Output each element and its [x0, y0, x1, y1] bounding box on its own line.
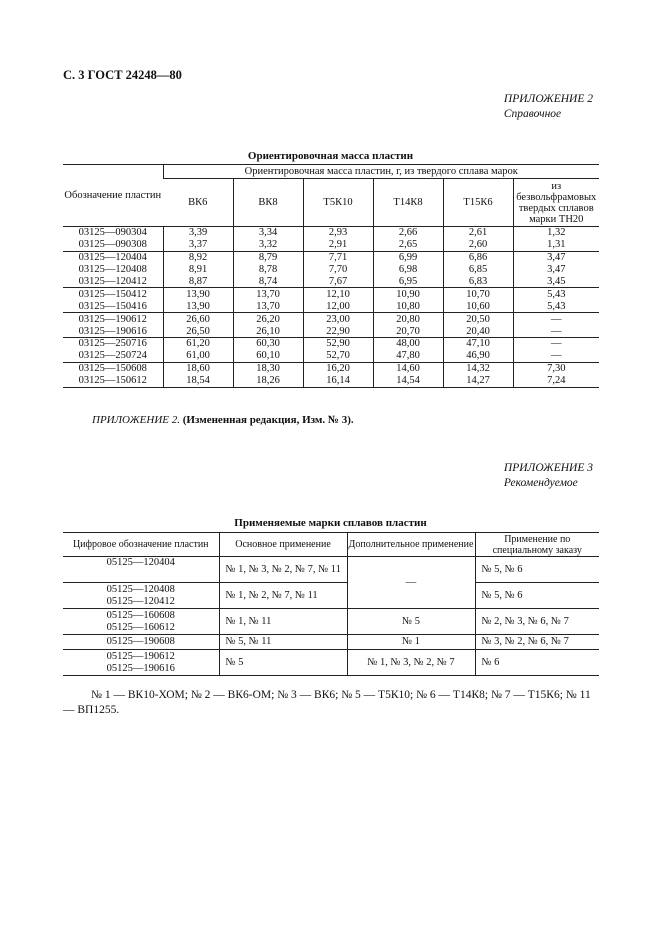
- plate-mass-value: 13,90: [163, 288, 233, 300]
- t2-main: № 1, № 3, № 2, № 7, № 11: [219, 557, 347, 583]
- plate-mass-value: 3,45: [513, 276, 599, 288]
- plate-designation: 03125—150412: [63, 288, 163, 300]
- plate-mass-value: 8,92: [163, 251, 233, 263]
- plate-mass-value: 61,20: [163, 338, 233, 350]
- plate-mass-value: 13,90: [163, 300, 233, 312]
- plate-mass-value: 18,54: [163, 375, 233, 387]
- plate-mass-value: 61,00: [163, 350, 233, 362]
- col-header-alloy: Т14К8: [373, 179, 443, 227]
- plate-mass-value: 12,10: [303, 288, 373, 300]
- t2-main: № 1, № 11: [219, 609, 347, 635]
- col-header-alloy: из безвольфрамовых твердых сплавов марки ТН20: [513, 179, 599, 227]
- plate-designation: 03125—120412: [78, 276, 147, 287]
- plate-mass-value: 14,27: [443, 375, 513, 387]
- table-row: [63, 557, 599, 583]
- table-1-caption: Ориентировочная масса пластин: [247, 150, 414, 162]
- t2-code: [63, 609, 219, 635]
- plate-mass-value: 1,32: [513, 227, 599, 239]
- plate-mass-value: 23,00: [303, 313, 373, 325]
- plate-mass-value: 13,70: [233, 288, 303, 300]
- plate-mass-table: [63, 164, 599, 388]
- plate-mass-value: 16,14: [303, 375, 373, 387]
- plate-mass-value: 3,37: [163, 239, 233, 251]
- annex-2-change-note: [92, 414, 354, 426]
- col-header-alloy: ВК8: [233, 179, 303, 227]
- t2-special: № 2, № 3, № 6, № 7: [475, 609, 599, 635]
- table-row: [63, 313, 599, 325]
- table-row: [63, 635, 599, 650]
- plate-mass-value: 2,66: [373, 227, 443, 239]
- t2-header-main: Основное применение: [219, 533, 347, 557]
- plate-mass-value: 14,54: [373, 375, 443, 387]
- plate-mass-value: 2,65: [373, 239, 443, 251]
- t2-code-b: 05125—160612: [106, 621, 175, 633]
- plate-mass-value: 26,60: [163, 313, 233, 325]
- t2-header-code: Цифровое обозначение пластин: [63, 533, 219, 557]
- t2-code-a: 05125—120408: [106, 584, 175, 595]
- t2-code: 05125—120404: [63, 557, 219, 583]
- table-row: [63, 362, 599, 374]
- col-header-alloy: Т5К10: [303, 179, 373, 227]
- t2-header-special: Применение по специальному заказу: [475, 533, 599, 557]
- plate-mass-value: 20,40: [443, 325, 513, 337]
- annex-3-title: ПРИЛОЖЕНИЕ 3: [503, 462, 593, 474]
- plate-mass-value: 2,93: [303, 227, 373, 239]
- plate-mass-value: —: [513, 325, 599, 337]
- plate-mass-value: 47,80: [373, 350, 443, 362]
- t2-special: № 6: [475, 650, 599, 676]
- plate-mass-value: 7,70: [303, 264, 373, 276]
- plate-mass-value: 10,80: [373, 300, 443, 312]
- plate-mass-value: 7,71: [303, 251, 373, 263]
- plate-designation: 03125—250716: [63, 338, 163, 350]
- plate-mass-value: 20,50: [443, 313, 513, 325]
- plate-mass-value: 8,87: [163, 276, 233, 288]
- table-row: [63, 227, 599, 239]
- alloy-grades-table: [63, 532, 599, 676]
- change-note-text: (Измененная редакция, Изм. № 3).: [182, 414, 354, 426]
- plate-mass-value: 12,00: [303, 300, 373, 312]
- plate-mass-value: 18,60: [163, 362, 233, 374]
- t2-code-a: 05125—160608: [106, 610, 175, 621]
- table-row: [63, 583, 599, 609]
- plate-mass-value: 8,78: [233, 264, 303, 276]
- plate-mass-value: 8,91: [163, 264, 233, 276]
- table-row: [63, 264, 599, 276]
- plate-mass-value: 2,61: [443, 227, 513, 239]
- plate-mass-value: 52,90: [303, 338, 373, 350]
- plate-mass-value: 7,30: [513, 362, 599, 374]
- t2-code-b: 05125—120412: [106, 595, 175, 607]
- plate-mass-value: 20,80: [373, 313, 443, 325]
- plate-designation: 03125—150608: [63, 362, 163, 374]
- plate-mass-value: 2,60: [443, 239, 513, 251]
- plate-mass-value: 7,67: [303, 276, 373, 288]
- plate-designation: 03125—120404: [63, 251, 163, 263]
- plate-mass-value: 10,60: [443, 300, 513, 312]
- plate-mass-value: 20,70: [373, 325, 443, 337]
- plate-mass-value: 7,24: [513, 375, 599, 387]
- plate-mass-value: 10,70: [443, 288, 513, 300]
- plate-designation: 03125—090304: [78, 227, 147, 239]
- change-note-prefix: ПРИЛОЖЕНИЕ 2.: [92, 414, 180, 426]
- table-row: [63, 300, 599, 312]
- plate-mass-value: —: [513, 338, 599, 350]
- t2-code: [63, 583, 219, 609]
- annex-2-title: ПРИЛОЖЕНИЕ 2: [503, 93, 593, 105]
- plate-designation: 03125—120408: [78, 264, 147, 276]
- plate-mass-value: 60,30: [233, 338, 303, 350]
- plate-mass-value: 1,31: [513, 239, 599, 251]
- plate-mass-value: 46,90: [443, 350, 513, 362]
- table-row: [63, 350, 599, 362]
- plate-mass-value: 2,91: [303, 239, 373, 251]
- col-header-alloy: ВК6: [163, 179, 233, 227]
- t2-main: № 1, № 2, № 7, № 11: [219, 583, 347, 609]
- plate-designation: 03125—090308: [78, 239, 147, 251]
- plate-mass-value: 22,90: [303, 325, 373, 337]
- plate-mass-value: 26,50: [163, 325, 233, 337]
- plate-designation: 03125—190612: [63, 313, 163, 325]
- plate-mass-value: 3,32: [233, 239, 303, 251]
- plate-mass-value: 13,70: [233, 300, 303, 312]
- t2-code: [63, 650, 219, 676]
- table-2-caption: Применяемые марки сплавов пластин: [234, 517, 427, 529]
- plate-mass-value: 6,83: [443, 276, 513, 288]
- plate-designation: 03125—150612: [63, 375, 163, 387]
- plate-mass-value: 14,32: [443, 362, 513, 374]
- page-header: С. 3 ГОСТ 24248—80: [63, 68, 182, 82]
- plate-mass-value: 5,43: [513, 288, 599, 300]
- col-header-group: Ориентировочная масса пластин, г, из твердого сплава марок: [163, 165, 599, 179]
- plate-mass-value: —: [513, 350, 599, 362]
- plate-mass-value: 6,86: [443, 251, 513, 263]
- t2-code: 05125—190608: [63, 635, 219, 650]
- plate-mass-value: 3,47: [513, 264, 599, 276]
- plate-mass-value: 26,10: [233, 325, 303, 337]
- plate-mass-value: 6,95: [373, 276, 443, 288]
- t2-main: № 5, № 11: [219, 635, 347, 650]
- t2-code-a: 05125—190612: [106, 651, 175, 662]
- t2-header-extra: Дополнительное применение: [347, 533, 475, 557]
- plate-mass-value: 18,30: [233, 362, 303, 374]
- plate-mass-value: 3,39: [163, 227, 233, 239]
- annex-2-label: [504, 92, 593, 122]
- table-row: [63, 375, 599, 387]
- plate-mass-value: —: [513, 313, 599, 325]
- t2-special: № 5, № 6: [475, 557, 599, 583]
- t2-main: № 5: [219, 650, 347, 676]
- plate-mass-value: 6,85: [443, 264, 513, 276]
- table-row: [63, 338, 599, 350]
- alloy-legend: № 1 — ВК10-ХОМ; № 2 — ВК6-ОМ; № 3 — ВК6; № 5 — Т5К10; № 6 — Т14К8; № 7 — Т15К6; № 11 — ВП1255.: [63, 689, 591, 716]
- table-row: [63, 650, 599, 676]
- table-row: [63, 325, 599, 337]
- annex-2-status: Справочное: [503, 108, 562, 120]
- plate-designation: 03125—190616: [78, 325, 147, 337]
- plate-mass-value: 52,70: [303, 350, 373, 362]
- plate-designation: 03125—250724: [78, 350, 147, 362]
- plate-mass-value: 48,00: [373, 338, 443, 350]
- t2-special: № 3, № 2, № 6, № 7: [475, 635, 599, 650]
- t2-extra: № 5: [347, 609, 475, 635]
- t2-extra: № 1, № 3, № 2, № 7: [347, 650, 475, 676]
- plate-mass-value: 6,98: [373, 264, 443, 276]
- col-header-alloy: Т15К6: [443, 179, 513, 227]
- plate-mass-value: 14,60: [373, 362, 443, 374]
- annex-3-label: [504, 461, 593, 491]
- plate-mass-value: 26,20: [233, 313, 303, 325]
- annex-3-status: Рекомендуемое: [503, 477, 578, 489]
- table-row: [63, 251, 599, 263]
- table-row: [63, 239, 599, 251]
- plate-mass-value: 18,26: [233, 375, 303, 387]
- plate-mass-value: 8,74: [233, 276, 303, 288]
- col-header-designation: Обозначение пластин: [63, 165, 163, 227]
- plate-mass-value: 8,79: [233, 251, 303, 263]
- table-row: [63, 276, 599, 288]
- plate-mass-value: 3,34: [233, 227, 303, 239]
- plate-mass-value: 16,20: [303, 362, 373, 374]
- table-row: [63, 609, 599, 635]
- t2-extra: —: [347, 557, 475, 609]
- plate-mass-value: 6,99: [373, 251, 443, 263]
- plate-mass-value: 10,90: [373, 288, 443, 300]
- table-row: [63, 288, 599, 300]
- plate-designation: 03125—150416: [78, 300, 147, 312]
- plate-mass-value: 47,10: [443, 338, 513, 350]
- t2-special: № 5, № 6: [475, 583, 599, 609]
- t2-code-b: 05125—190616: [106, 662, 175, 674]
- plate-mass-value: 3,47: [513, 251, 599, 263]
- plate-mass-value: 5,43: [513, 300, 599, 312]
- plate-mass-value: 60,10: [233, 350, 303, 362]
- t2-extra: № 1: [347, 635, 475, 650]
